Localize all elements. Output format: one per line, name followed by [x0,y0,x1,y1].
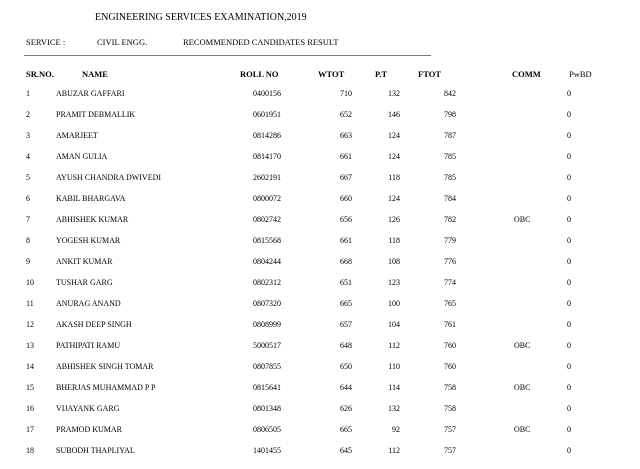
cell-sr: 5 [26,173,30,182]
cell-pwbd: 0 [567,173,571,182]
cell-ftot: 842 [444,89,456,98]
cell-pwbd: 0 [567,152,571,161]
document-title: ENGINEERING SERVICES EXAMINATION,2019 [95,12,307,23]
cell-pwbd: 0 [567,236,571,245]
cell-pt: 132 [388,404,400,413]
cell-name: SUBODH THAPLIYAL [56,446,135,455]
cell-wtot: 710 [340,89,352,98]
cell-ftot: 761 [444,320,456,329]
cell-name: AMAN GULIA [56,152,108,161]
table-row [0,195,640,216]
cell-sr: 1 [26,89,30,98]
cell-sr: 8 [26,236,30,245]
table-row [0,111,640,132]
cell-name: VIJAYANK GARG [56,404,120,413]
cell-pwbd: 0 [567,257,571,266]
cell-wtot: 626 [340,404,352,413]
cell-pwbd: 0 [567,194,571,203]
cell-name: ABUZAR GAFFARI [56,89,125,98]
cell-name: PATHIPATI RAMU [56,341,121,350]
cell-ftot: 798 [444,110,456,119]
table-row [0,237,640,258]
cell-pwbd: 0 [567,215,571,224]
cell-roll: 0802312 [253,278,281,287]
cell-ftot: 760 [444,362,456,371]
cell-comm: OBC [514,383,531,392]
cell-sr: 9 [26,257,30,266]
cell-pt: 124 [388,194,400,203]
cell-wtot: 668 [340,257,352,266]
cell-sr: 2 [26,110,30,119]
cell-pt: 118 [388,236,400,245]
cell-pt: 104 [388,320,400,329]
cell-name: PRAMOD KUMAR [56,425,123,434]
table-row [0,384,640,405]
cell-wtot: 644 [340,383,352,392]
cell-roll: 0806505 [253,425,281,434]
cell-ftot: 758 [444,383,456,392]
cell-sr: 4 [26,152,30,161]
cell-name: AMARJEET [56,131,98,140]
cell-comm: OBC [514,341,531,350]
cell-pwbd: 0 [567,404,571,413]
cell-roll: 0800072 [253,194,281,203]
cell-pt: 114 [388,383,400,392]
results-table-body [0,90,640,468]
cell-sr: 17 [26,425,34,434]
cell-roll: 2602191 [253,173,281,182]
cell-wtot: 663 [340,131,352,140]
cell-pt: 124 [388,152,400,161]
header-divider [24,55,431,56]
cell-wtot: 656 [340,215,352,224]
cell-name: AYUSH CHANDRA DWIVEDI [56,173,162,182]
cell-pt: 126 [388,215,400,224]
cell-roll: 0804244 [253,257,281,266]
table-row [0,90,640,111]
cell-ftot: 782 [444,215,456,224]
col-header-sr: SR.NO. [26,69,54,79]
cell-ftot: 774 [444,278,456,287]
cell-roll: 0808999 [253,320,281,329]
cell-roll: 5000517 [253,341,281,350]
cell-roll: 0807320 [253,299,281,308]
cell-roll: 0815568 [253,236,281,245]
cell-wtot: 660 [340,194,352,203]
cell-ftot: 758 [444,404,456,413]
cell-pt: 108 [388,257,400,266]
cell-roll: 0801348 [253,404,281,413]
service-value: CIVIL ENGG. [97,37,148,47]
cell-pt: 100 [388,299,400,308]
cell-wtot: 665 [340,425,352,434]
cell-name: ANKIT KUMAR [56,257,113,266]
cell-pt: 110 [388,362,400,371]
cell-sr: 3 [26,131,30,140]
cell-sr: 14 [26,362,34,371]
cell-sr: 12 [26,320,34,329]
cell-pwbd: 0 [567,362,571,371]
table-row [0,174,640,195]
service-label: SERVICE : [26,37,66,47]
cell-name: PRAMIT DEBMALLIK [56,110,136,119]
cell-sr: 15 [26,383,34,392]
cell-roll: 0802742 [253,215,281,224]
cell-wtot: 648 [340,341,352,350]
cell-name: ANURAG ANAND [56,299,121,308]
col-header-ftot: FTOT [418,69,441,79]
cell-roll: 0601951 [253,110,281,119]
cell-wtot: 661 [340,236,352,245]
cell-pwbd: 0 [567,278,571,287]
cell-wtot: 645 [340,446,352,455]
cell-sr: 16 [26,404,34,413]
result-label: RECOMMENDED CANDIDATES RESULT [183,37,339,47]
cell-ftot: 784 [444,194,456,203]
table-row [0,426,640,447]
cell-pt: 146 [388,110,400,119]
cell-comm: OBC [514,425,531,434]
cell-ftot: 757 [444,446,456,455]
cell-ftot: 779 [444,236,456,245]
cell-pwbd: 0 [567,89,571,98]
cell-ftot: 785 [444,152,456,161]
cell-pt: 118 [388,173,400,182]
cell-comm: OBC [514,215,531,224]
table-row [0,447,640,468]
col-header-pt: P.T [375,69,388,79]
table-row [0,279,640,300]
cell-ftot: 787 [444,131,456,140]
cell-pwbd: 0 [567,131,571,140]
cell-name: BHERJAS MUHAMMAD P P [56,383,156,392]
cell-name: KABIL BHARGAVA [56,194,126,203]
cell-sr: 7 [26,215,30,224]
cell-name: YOGESH KUMAR [56,236,121,245]
table-row [0,132,640,153]
cell-pwbd: 0 [567,446,571,455]
cell-pt: 123 [388,278,400,287]
table-row [0,216,640,237]
cell-wtot: 650 [340,362,352,371]
col-header-pwbd: PwBD [569,69,592,79]
cell-pwbd: 0 [567,425,571,434]
cell-pt: 132 [388,89,400,98]
cell-roll: 0400156 [253,89,281,98]
cell-pt: 124 [388,131,400,140]
cell-pt: 112 [388,446,400,455]
cell-roll: 1401455 [253,446,281,455]
cell-ftot: 785 [444,173,456,182]
cell-pt: 112 [388,341,400,350]
cell-roll: 0814170 [253,152,281,161]
table-row [0,153,640,174]
cell-pwbd: 0 [567,299,571,308]
cell-sr: 18 [26,446,34,455]
col-header-wtot: WTOT [318,69,345,79]
cell-name: ABHISHEK SINGH TOMAR [56,362,154,371]
cell-pwbd: 0 [567,383,571,392]
cell-ftot: 776 [444,257,456,266]
table-row [0,405,640,426]
table-row [0,300,640,321]
cell-ftot: 765 [444,299,456,308]
cell-pwbd: 0 [567,320,571,329]
cell-wtot: 651 [340,278,352,287]
cell-sr: 13 [26,341,34,350]
cell-roll: 0807855 [253,362,281,371]
cell-pt: 92 [392,425,400,434]
cell-roll: 0815641 [253,383,281,392]
cell-name: ABHISHEK KUMAR [56,215,129,224]
cell-wtot: 661 [340,152,352,161]
cell-pwbd: 0 [567,110,571,119]
cell-sr: 11 [26,299,34,308]
cell-name: TUSHAR GARG [56,278,113,287]
table-row [0,258,640,279]
cell-wtot: 657 [340,320,352,329]
cell-wtot: 652 [340,110,352,119]
col-header-name: NAME [82,69,108,79]
cell-wtot: 667 [340,173,352,182]
table-row [0,321,640,342]
cell-ftot: 757 [444,425,456,434]
table-row [0,342,640,363]
cell-wtot: 665 [340,299,352,308]
cell-ftot: 760 [444,341,456,350]
cell-roll: 0814286 [253,131,281,140]
col-header-comm: COMM [512,69,541,79]
cell-sr: 10 [26,278,34,287]
cell-sr: 6 [26,194,30,203]
cell-pwbd: 0 [567,341,571,350]
cell-name: AKASH DEEP SINGH [56,320,132,329]
col-header-roll: ROLL NO [240,69,279,79]
table-row [0,363,640,384]
